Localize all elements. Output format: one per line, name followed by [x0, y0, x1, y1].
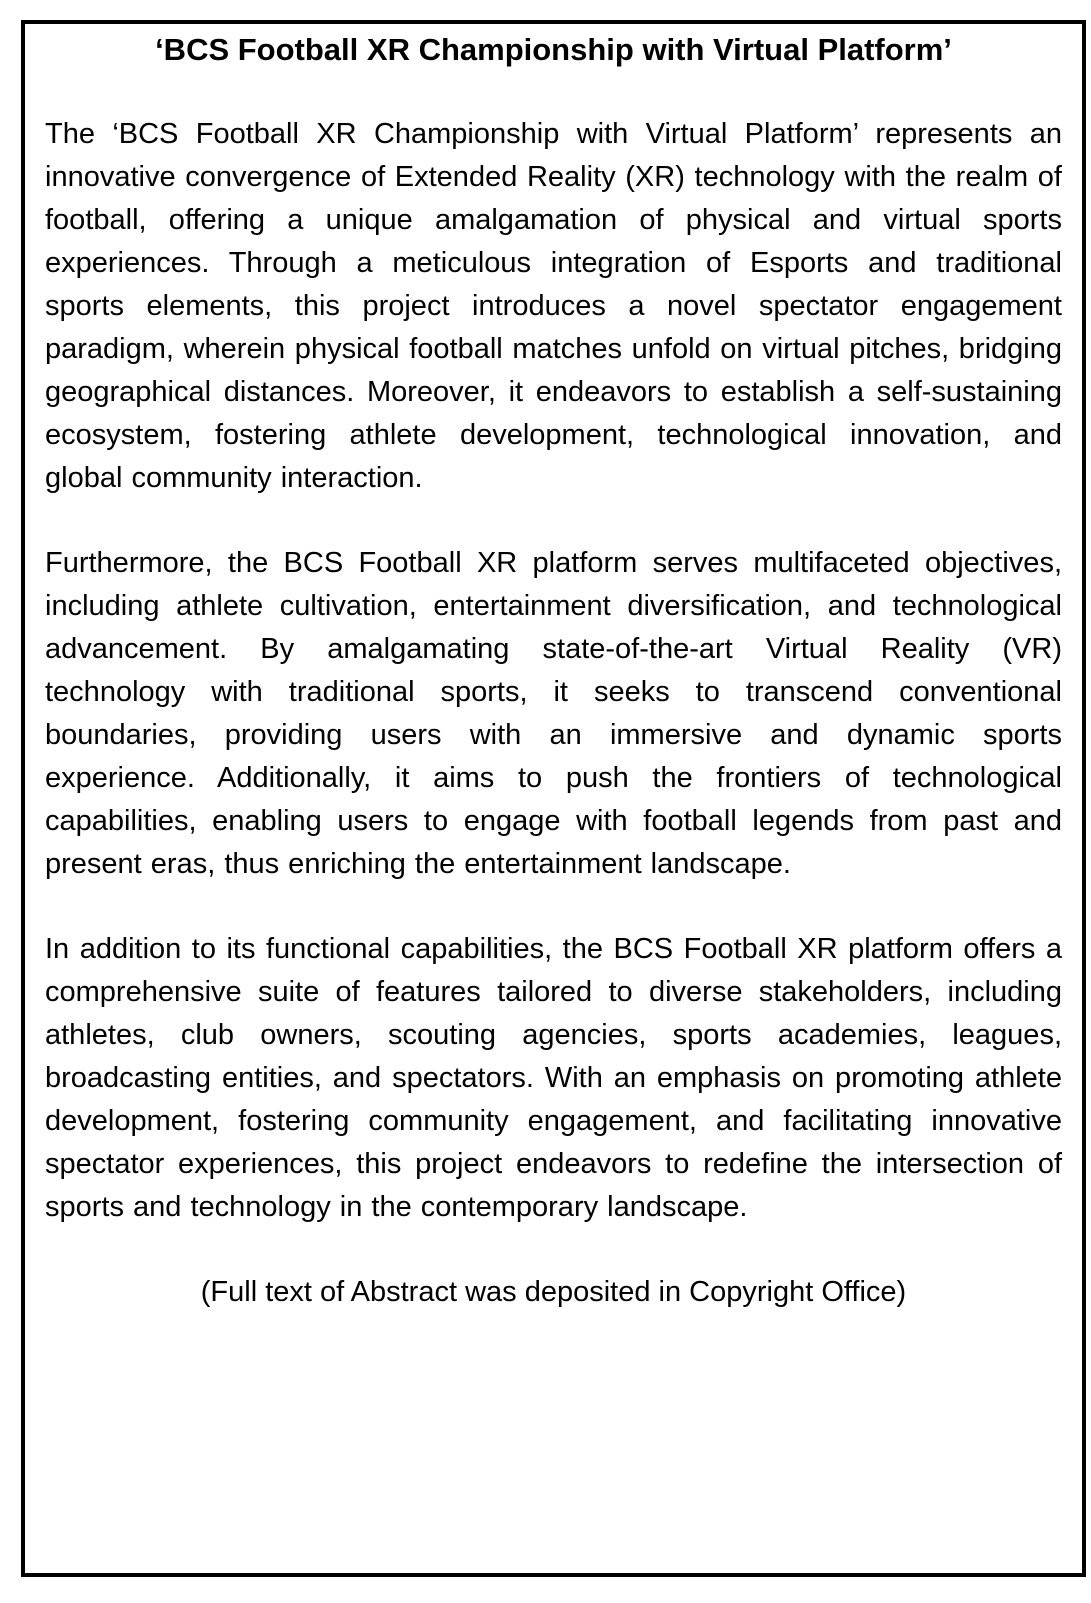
abstract-border-box	[21, 20, 1086, 1577]
abstract-paragraph-1: The ‘BCS Football XR Championship with Virtual Platform’ represents an innovative convergence of Extended Reality (XR) technology with the realm of football, offering a unique amalgamation of physical and virtual sports experiences. Through a meticulous integration of Esports and traditional sports elements, this project introduces a novel spectator engagement paradigm, wherein physical football matches unfold on virtual pitches, bridging geographical distances. Moreover, it endeavors to establish a self-sustaining ecosystem, fostering athlete development, technological innovation, and global community interaction.	[45, 118, 1062, 494]
abstract-paragraph-2: Furthermore, the BCS Football XR platform serves multifaceted objectives, including athlete cultivation, entertainment diversification, and technological advancement. By amalgamating state-of-the-art Virtual Reality (VR) technology with traditional sports, it seeks to transcend conventional boundaries, providing users with an immersive and dynamic sports experience. Additionally, it aims to push the frontiers of technological capabilities, enabling users to engage with football legends from past and present eras, thus enriching the entertainment landscape.	[45, 547, 1062, 880]
document-title: ‘BCS Football XR Championship with Virtual Platform’	[155, 32, 952, 67]
abstract-paragraph-3: In addition to its functional capabilities, the BCS Football XR platform offers a comprehensive suite of features tailored to diverse stakeholders, including athletes, club owners, scouting agencies, sports academies, leagues, broadcasting entities, and spectators. With an emphasis on promoting athlete development, fostering community engagement, and facilitating innovative spectator experiences, this project endeavors to redefine the intersection of sports and technology in the contemporary landscape.	[45, 933, 1062, 1223]
footer-note: (Full text of Abstract was deposited in Copyright Office)	[200, 1276, 907, 1308]
